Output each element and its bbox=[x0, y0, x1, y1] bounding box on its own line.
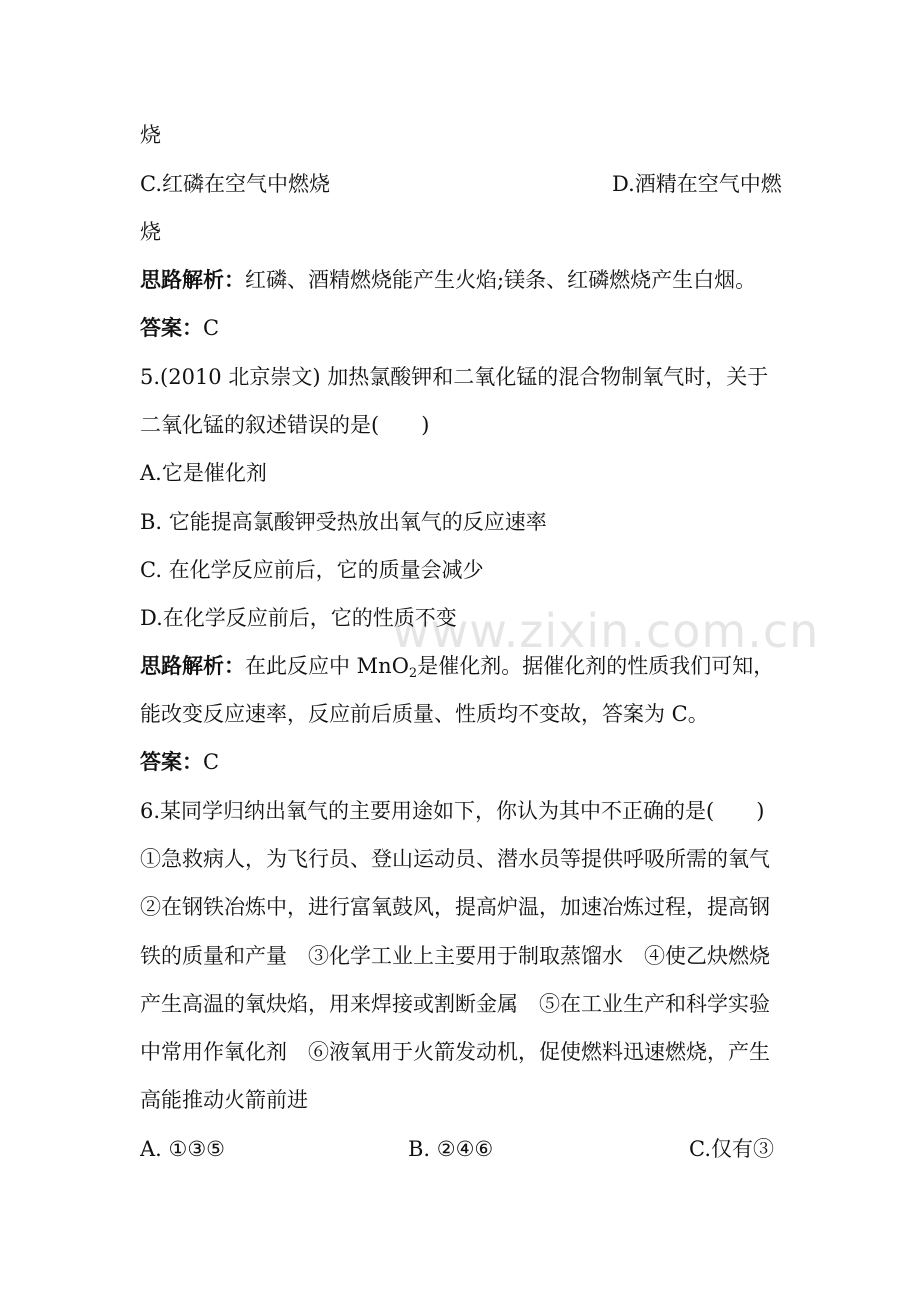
answer-label: 答案： bbox=[140, 750, 203, 774]
text-line: 烧 bbox=[140, 123, 161, 147]
analysis-label: 思路解析： bbox=[140, 654, 245, 678]
question-5-stem: 5.(2010 北京崇文) 加热氯酸钾和二氧化锰的混合物制氧气时，关于 bbox=[140, 365, 769, 389]
analysis-line bbox=[140, 265, 756, 295]
option-a: A.它是催化剂 bbox=[140, 461, 267, 485]
option-d: D.酒精在空气中燃 bbox=[612, 172, 782, 196]
option-c: C.红磷在空气中燃烧 bbox=[140, 172, 330, 196]
subscript: 2 bbox=[408, 666, 418, 681]
question-6-body: 产生高温的氧炔焰，用来焊接或割断金属 ⑤在工业生产和科学实验 bbox=[140, 992, 770, 1016]
answer-line bbox=[140, 313, 219, 343]
analysis-line bbox=[140, 651, 774, 681]
option-d: D.在化学反应前后，它的性质不变 bbox=[140, 606, 457, 630]
question-6-body: 高能推动火箭前进 bbox=[140, 1088, 308, 1112]
question-6-stem: 6.某同学归纳出氧气的主要用途如下，你认为其中不正确的是( ) bbox=[140, 799, 765, 823]
option-a: A. ①③⑤ bbox=[140, 1137, 225, 1161]
analysis-text: 是催化剂。据催化剂的性质我们可知， bbox=[417, 654, 775, 678]
answer-text: C bbox=[203, 316, 220, 340]
question-6-body: 铁的质量和产量 ③化学工业上主要用于制取蒸馏水 ④使乙炔燃烧 bbox=[140, 944, 770, 968]
text-line: 烧 bbox=[140, 220, 161, 244]
option-b: B. 它能提高氯酸钾受热放出氧气的反应速率 bbox=[140, 510, 547, 534]
analysis-text: 红磷、酒精燃烧能产生火焰;镁条、红磷燃烧产生白烟。 bbox=[245, 268, 757, 292]
watermark: www.zixin.com.cn bbox=[392, 604, 820, 658]
analysis-text: 在此反应中 MnO bbox=[245, 654, 409, 678]
answer-line bbox=[140, 747, 219, 777]
analysis-text: 能改变反应速率，反应前后质量、性质均不变故，答案为 C。 bbox=[140, 702, 709, 726]
question-6-body: 中常用作氧化剂 ⑥液氧用于火箭发动机，促使燃料迅速燃烧，产生 bbox=[140, 1040, 770, 1064]
option-c: C.仅有③ bbox=[689, 1137, 774, 1161]
answer-label: 答案： bbox=[140, 316, 203, 340]
answer-text: C bbox=[203, 750, 220, 774]
question-6-body: ①急救病人，为飞行员、登山运动员、潜水员等提供呼吸所需的氧气 bbox=[140, 847, 770, 871]
option-c: C. 在化学反应前后，它的质量会减少 bbox=[140, 558, 484, 582]
question-5-stem: 二氧化锰的叙述错误的是( ) bbox=[140, 413, 430, 437]
analysis-label: 思路解析： bbox=[140, 268, 245, 292]
option-b: B. ②④⑥ bbox=[408, 1137, 494, 1161]
question-6-body: ②在钢铁冶炼中，进行富氧鼓风，提高炉温，加速冶炼过程，提高钢 bbox=[140, 895, 770, 919]
